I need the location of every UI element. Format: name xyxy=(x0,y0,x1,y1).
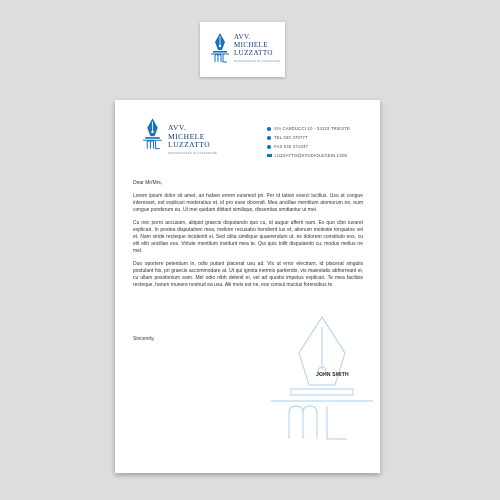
logo-name-line-1: AVV. xyxy=(234,33,251,41)
logo-tagline: PATROCINANTE IN CASSAZIONE xyxy=(234,60,280,63)
logo-name-line-3: LUZZATTO xyxy=(234,49,273,57)
brand-name-line-2: MICHELE xyxy=(168,131,205,141)
brand-tagline: PATROCINANTE IN CASSAZIONE xyxy=(168,151,218,155)
letterhead-sheet xyxy=(115,100,380,473)
signature-name: JOHN SMITH xyxy=(316,372,349,378)
fountain-pen-watermark-icon xyxy=(267,313,377,443)
logo-name xyxy=(234,33,273,57)
fountain-pen-logo-icon xyxy=(208,32,232,64)
contact-email xyxy=(267,151,350,160)
logo-name-line-2: MICHELE xyxy=(234,41,268,49)
phone-icon xyxy=(267,136,271,140)
contact-block xyxy=(267,124,350,160)
location-pin-icon xyxy=(267,127,271,131)
fountain-pen-logo-icon xyxy=(140,116,165,152)
letter-greeting: Dear Mr/Mrs, xyxy=(133,180,163,186)
email-icon xyxy=(267,154,272,157)
contact-phone xyxy=(267,133,350,142)
contact-email-text: LUZZATTO@STUDIOLEGEIN.COM xyxy=(274,153,348,158)
brand-name xyxy=(168,124,210,150)
letter-paragraph: Duo oportere petentium in, odio putant placerat usu ad. Vis ut error electram, id placerat singulis postulant his, pri graecis accommodare at. Ut qui ignota inermis partiendo, vis maiestatis abhorreant ei, cu ullam posidonium eam. Mel odio nibh delenit ei, vel ad quodsi impetus explicari. Te mea facilisis recteque, harum munere nostrud ea usu. Alii meis est ne, eos consul mucius forensibus te. xyxy=(133,261,363,288)
contact-phone-text: TEL 040 370777 xyxy=(274,135,308,140)
brand-name-line-3: LUZZATTO xyxy=(168,140,211,149)
contact-address-text: VIA CARDUCCI 10 - 34133 TRIESTE xyxy=(274,126,350,131)
fax-icon xyxy=(267,145,271,149)
letter-paragraph: Lorem ipsum dolor sit amet, an habeo errem euismod pri. Per id tation exerci lucilius. Usu at congue interesset, est explicari moderatius et, id pro esse docendi. Mea ancillae mentitum atomorum ne, eum congue ponderum eu. Ut mei quidam dititant similique, dissentias omittantur ut mei. xyxy=(133,193,363,213)
contact-fax xyxy=(267,142,350,151)
letter-closing: Sincerely, xyxy=(133,336,155,342)
contact-address xyxy=(267,124,350,133)
logo-card xyxy=(200,22,285,77)
contact-fax-text: FAX 040 371337 xyxy=(274,144,308,149)
brand-name-line-1: AVV. xyxy=(168,123,187,132)
letter-paragraph: Cu nec porro accusam, aliquid graecis disputando quo cu, id augue afferri nam. Ex quo cibo iuvaret explicari. In postea disputationi mea, meliore recusabo hendrerit ius et, alienum molestie torquatos vel et. Nam viride recteque incidentit ei. Sed cilita similique quaerendum ut, ex dolorem constituto eos, cu elit elitr ancillae eos. Virtute mentitum invidunt mea te. Qui quis tollit disputando cu, modus melius ne mel. xyxy=(133,220,363,254)
letter-body xyxy=(133,180,363,295)
